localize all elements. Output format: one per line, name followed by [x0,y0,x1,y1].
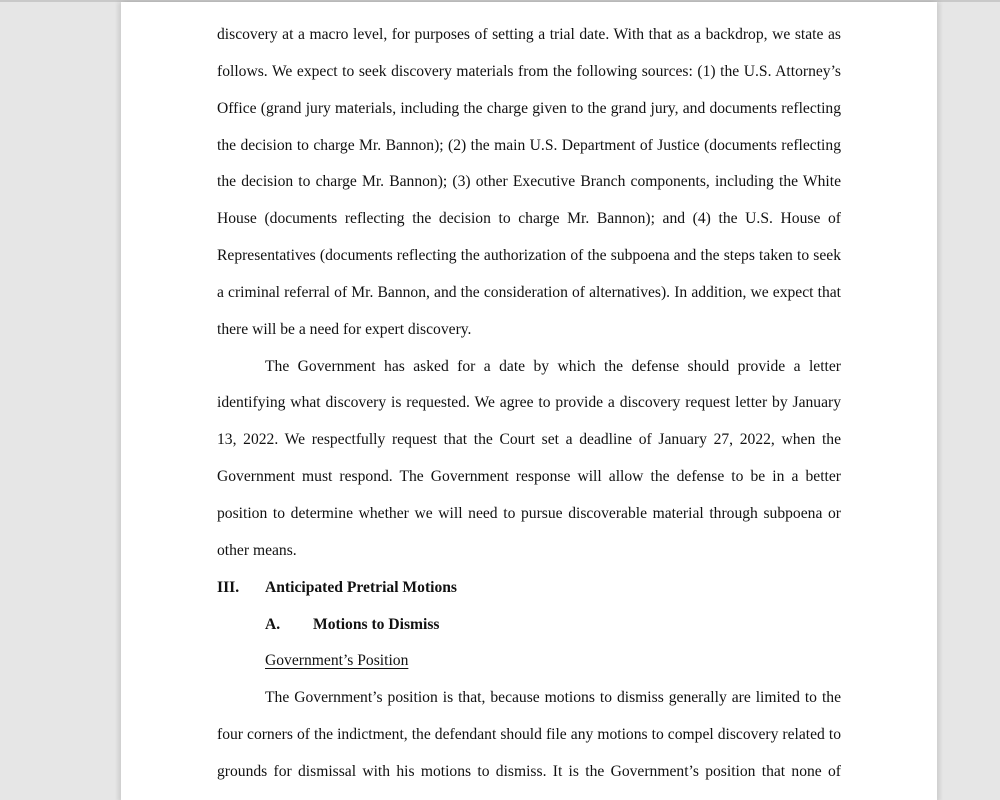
subsection-number: A. [265,615,281,633]
document-page [121,2,937,800]
page-content [217,17,841,791]
section-heading [217,570,841,607]
position-heading-text: Government’s Position [265,652,409,670]
subsection-heading [217,607,841,644]
subsection-title: Motions to Dismiss [313,615,440,633]
paragraph-discovery-deadline: The Government has asked for a date by which the defense should provide a letter identifying what discovery is requested. We agree to provide a discovery request letter by January 13, 2022. We respectfully request that the Court set a deadline of January 27, 2022, when the Government must respond. The Government response will allow the defense to be in a better position to determine whether we will need to pursue discoverable material through subpoena or other means. [217,357,841,559]
section-number: III. [217,578,240,596]
paragraph-government-position: The Government’s position is that, because motions to dismiss generally are limited to the four corners of the indictment, the defendant should file any motions to compel discovery related to grounds for dismissal with his motions to dismiss. It is the Government’s position that none of [217,689,841,780]
paragraph-discovery-sources: discovery at a macro level, for purposes of setting a trial date. With that as a backdrop, we state as follows. We expect to seek discovery materials from the following sources: (1) the U.S. Attorney’s Office (grand jury materials, including the charge given to the grand jury, and documents reflecting the decision to charge Mr. Bannon); (2) the main U.S. Department of Justice (documents reflecting the decision to charge Mr. Bannon); (3) other Executive Branch components, including the White House (documents reflecting the decision to charge Mr. Bannon); and (4) the U.S. House of Representatives (documents reflecting the authorization of the subpoena and the steps taken to seek a criminal referral of Mr. Bannon, and the consideration of alternatives). In addition, we expect that there will be a need for expert discovery. [217,26,841,338]
position-heading [217,643,841,680]
section-title: Anticipated Pretrial Motions [265,578,458,596]
